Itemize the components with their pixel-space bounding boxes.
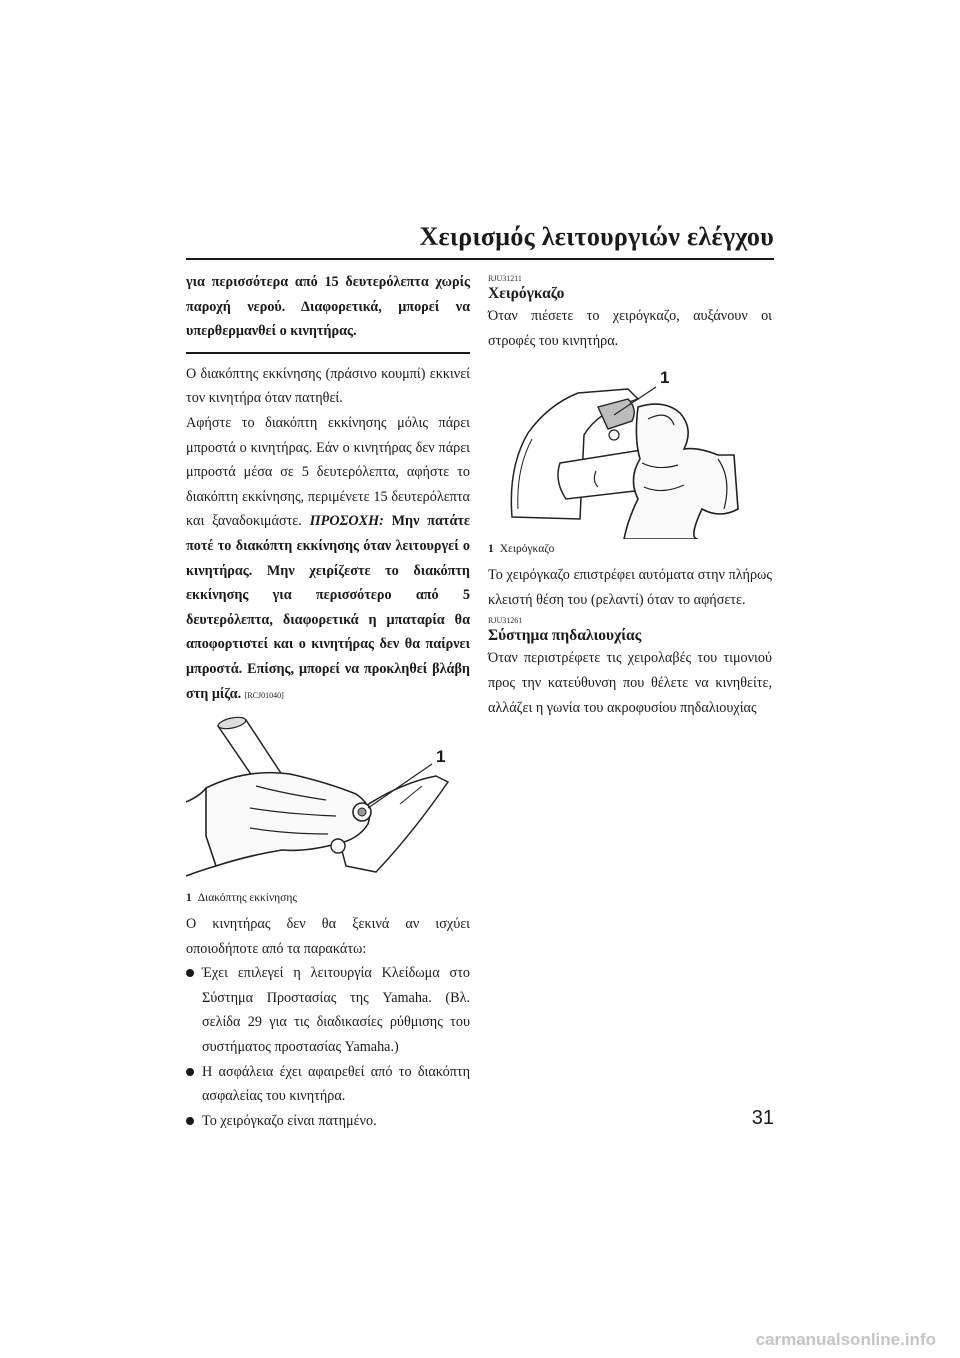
throttle-return-paragraph: Το χειρόγκαζο επιστρέφει αυτόματα στην πλήρως κλειστή θέση του (ρελαντί) όταν το αφήσετε. — [488, 567, 772, 608]
list-item-text: Έχει επιλεγεί η λειτουργία Κλείδωμα στο Σύστημα Προστασίας της Yamaha. (Βλ. σελίδα 29 για τις διαδικασίες ρύθμισης του συστήματος προστασίας Yamaha.) — [202, 965, 470, 1056]
start-switch-paragraph: Ο διακόπτης εκκίνησης (πράσινο κουμπί) εκκινεί τον κινητήρα όταν πατηθεί. — [186, 365, 470, 407]
warning-continuation: για περισσότερα από 15 δευτερόλεπτα χωρίς παροχή νερού. Διαφορετικά, μπορεί να υπερθερμανθεί ο κινητήρας. — [186, 270, 470, 354]
start-switch-instructions — [186, 411, 470, 708]
left-column — [186, 270, 470, 1133]
caution-code: [RCJ01040] — [244, 690, 284, 700]
throttle-heading: Χειρόγκαζο — [488, 285, 565, 302]
list-item-text: Το χειρόγκαζο είναι πατημένο. — [202, 1112, 377, 1129]
conditions-list — [186, 961, 470, 1133]
bullet-icon — [186, 1068, 194, 1076]
page-header-title: Χειρισμός λειτουργιών ελέγχου — [419, 222, 774, 251]
start-switch-illustration — [186, 716, 470, 888]
list-item — [186, 961, 470, 1059]
section-ref-code: RJU31261 — [488, 616, 523, 626]
list-item-text: Η ασφάλεια έχει αφαιρεθεί από το διακόπτη ασφαλείας του κινητήρα. — [202, 1063, 470, 1105]
engine-wont-start-paragraph: Ο κινητήρας δεν θα ξεκινά αν ισχύει οποιοδήποτε από τα παρακάτω: — [186, 916, 470, 957]
steering-heading: Σύστημα πηδαλιουχίας — [488, 627, 642, 645]
page-number: 31 — [751, 1107, 774, 1129]
throttle-callout: 1 — [660, 368, 670, 388]
list-item — [186, 1060, 470, 1109]
steering-paragraph: Όταν περιστρέφετε τις χειρολαβές του τιμονιού προς την κατεύθυνση που θέλετε να κινηθείτε, αλλάζει η γωνία του ακροφυσίου πηδαλιουχίας — [488, 650, 772, 716]
throttle-paragraph: Όταν πιέσετε το χειρόγκαζο, αυξάνουν οι στροφές του κινητήρα. — [488, 308, 772, 349]
right-column — [488, 270, 772, 720]
caption-number: 1 — [186, 892, 192, 905]
section-ref-code: RJU31211 — [488, 274, 522, 283]
start-switch-callout: 1 — [436, 747, 446, 767]
watermark: carmanualsonline.info — [755, 1330, 936, 1349]
start-switch-caption — [186, 890, 470, 906]
throttle-figure — [488, 359, 772, 539]
throttle-illustration — [488, 359, 772, 539]
caption-number: 1 — [488, 543, 494, 556]
caution-text: Μην πατάτε ποτέ το διακόπτη εκκίνησης όταν λειτουργεί ο κινητήρας. Μην χειρίζεστε το διακόπτη εκκίνησης για περισσότερο από 5 δευτερόλεπτα, διαφορετικά η μπαταρία θα αποφορτιστεί και ο κινητήρας δεν θα παίρνει μπροστά. Επίσης, μπορεί να προκληθεί βλάβη στη μίζα. — [186, 513, 470, 702]
caution-label — [310, 513, 384, 529]
header-divider — [186, 258, 774, 260]
start-switch-figure — [186, 716, 470, 888]
start-switch-instruction-text: Αφήστε το διακόπτη εκκίνησης μόλις πάρει μπροστά ο κινητήρας. Εάν ο κινητήρας δεν πάρει μπροστά μέσα σε 5 δευτερόλεπτα, αφήστε το διακόπτη εκκίνησης, περιμένετε 15 δευτερόλεπτα και ξαναδοκιμάστε. — [186, 414, 470, 530]
list-item — [186, 1109, 470, 1134]
bullet-icon — [186, 1117, 194, 1125]
throttle-caption — [488, 541, 772, 557]
caption-label: Χειρόγκαζο — [499, 543, 555, 556]
caption-label: Διακόπτης εκκίνησης — [197, 892, 297, 905]
caution-label-text: ΠΡΟΣΟΧΗ: — [309, 513, 384, 530]
bullet-icon — [186, 969, 194, 977]
